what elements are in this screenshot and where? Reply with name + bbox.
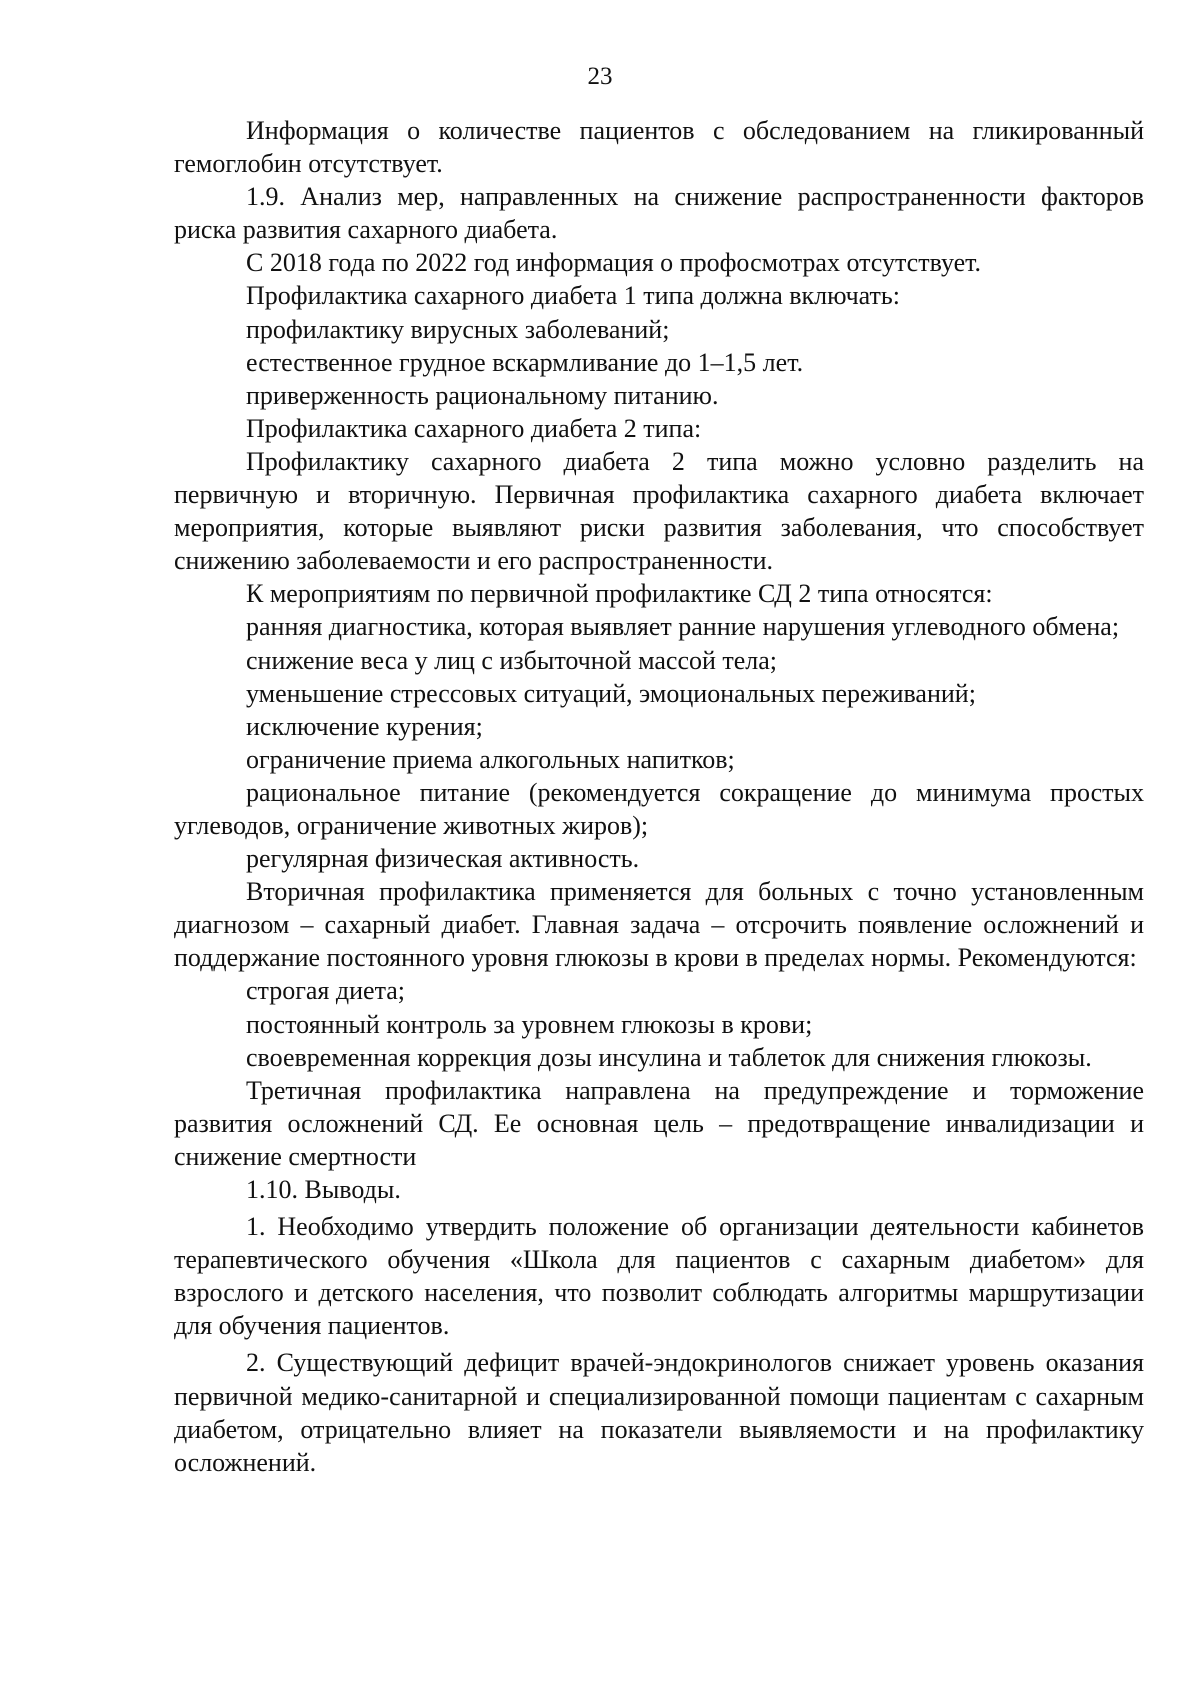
paragraph: Информация о количестве пациентов с обследованием на гликированный гемоглобин отсутствует. [174,116,1144,179]
list-item: приверженность рациональному питанию. [246,380,719,410]
list-item: уменьшение стрессовых ситуаций, эмоциональных переживаний; [246,678,976,708]
conclusion-item-1: 1. Необходимо утвердить положение об организации деятельности кабинетов терапевтического обучения «Школа для пациентов с сахарным диабетом» для взрослого и детского населения, что позволит соблюдать алгоритмы маршрутизации для обучения пациентов. [174,1212,1144,1341]
list-item: естественное грудное вскармливание до 1–1,5 лет. [246,347,804,377]
paragraph: С 2018 года по 2022 год информация о профосмотрах отсутствует. [246,248,982,278]
list-item: ранняя диагностика, которая выявляет ранние нарушения углеводного обмена; [246,612,1120,642]
paragraph: К мероприятиям по первичной профилактике СД 2 типа относятся: [246,579,993,609]
list-item: снижение веса у лиц с избыточной массой тела; [246,645,778,675]
paragraph: Вторичная профилактика применяется для больных с точно установленным диагнозом – сахарный диабет. Главная задача – отсрочить появление осложнений и поддержание постоянного уровня глюкозы в крови в пределах нормы. Рекомендуются: [174,877,1144,973]
document-body [174,114,1144,1479]
paragraph: Третичная профилактика направлена на предупреждение и торможение развития осложнений СД. Ее основная цель – предотвращение инвалидизации и снижение смертности [174,1075,1144,1171]
section-heading-1-9: 1.9. Анализ мер, направленных на снижение распространенности факторов риска развития сахарного диабета. [174,182,1144,245]
list-item: ограничение приема алкогольных напитков; [246,744,735,774]
list-item: рациональное питание (рекомендуется сокращение до минимума простых углеводов, ограничение животных жиров); [174,777,1144,840]
list-item: регулярная физическая активность. [246,844,640,874]
conclusion-item-2: 2. Существующий дефицит врачей-эндокринологов снижает уровень оказания первичной медико-санитарной и специализированной помощи пациентам с сахарным диабетом, отрицательно влияет на показатели выявляемости и на профилактику осложнений. [174,1348,1144,1477]
list-item: постоянный контроль за уровнем глюкозы в крови; [246,1009,813,1039]
section-heading-1-10: 1.10. Выводы. [246,1175,401,1204]
list-item: исключение курения; [246,711,483,741]
paragraph: Профилактику сахарного диабета 2 типа можно условно разделить на первичную и вторичную. Первичная профилактика сахарного диабета включает мероприятия, которые выявляют риски развития заболевания, что способствует снижению заболеваемости и его распространенности. [174,446,1144,576]
page-number: 23 [587,63,613,90]
paragraph: Профилактика сахарного диабета 2 типа: [246,413,702,443]
list-item: своевременная коррекция дозы инсулина и таблеток для снижения глюкозы. [246,1042,1092,1072]
paragraph: Профилактика сахарного диабета 1 типа должна включать: [246,281,900,311]
list-item: строгая диета; [246,976,406,1006]
list-item: профилактику вирусных заболеваний; [246,314,670,344]
